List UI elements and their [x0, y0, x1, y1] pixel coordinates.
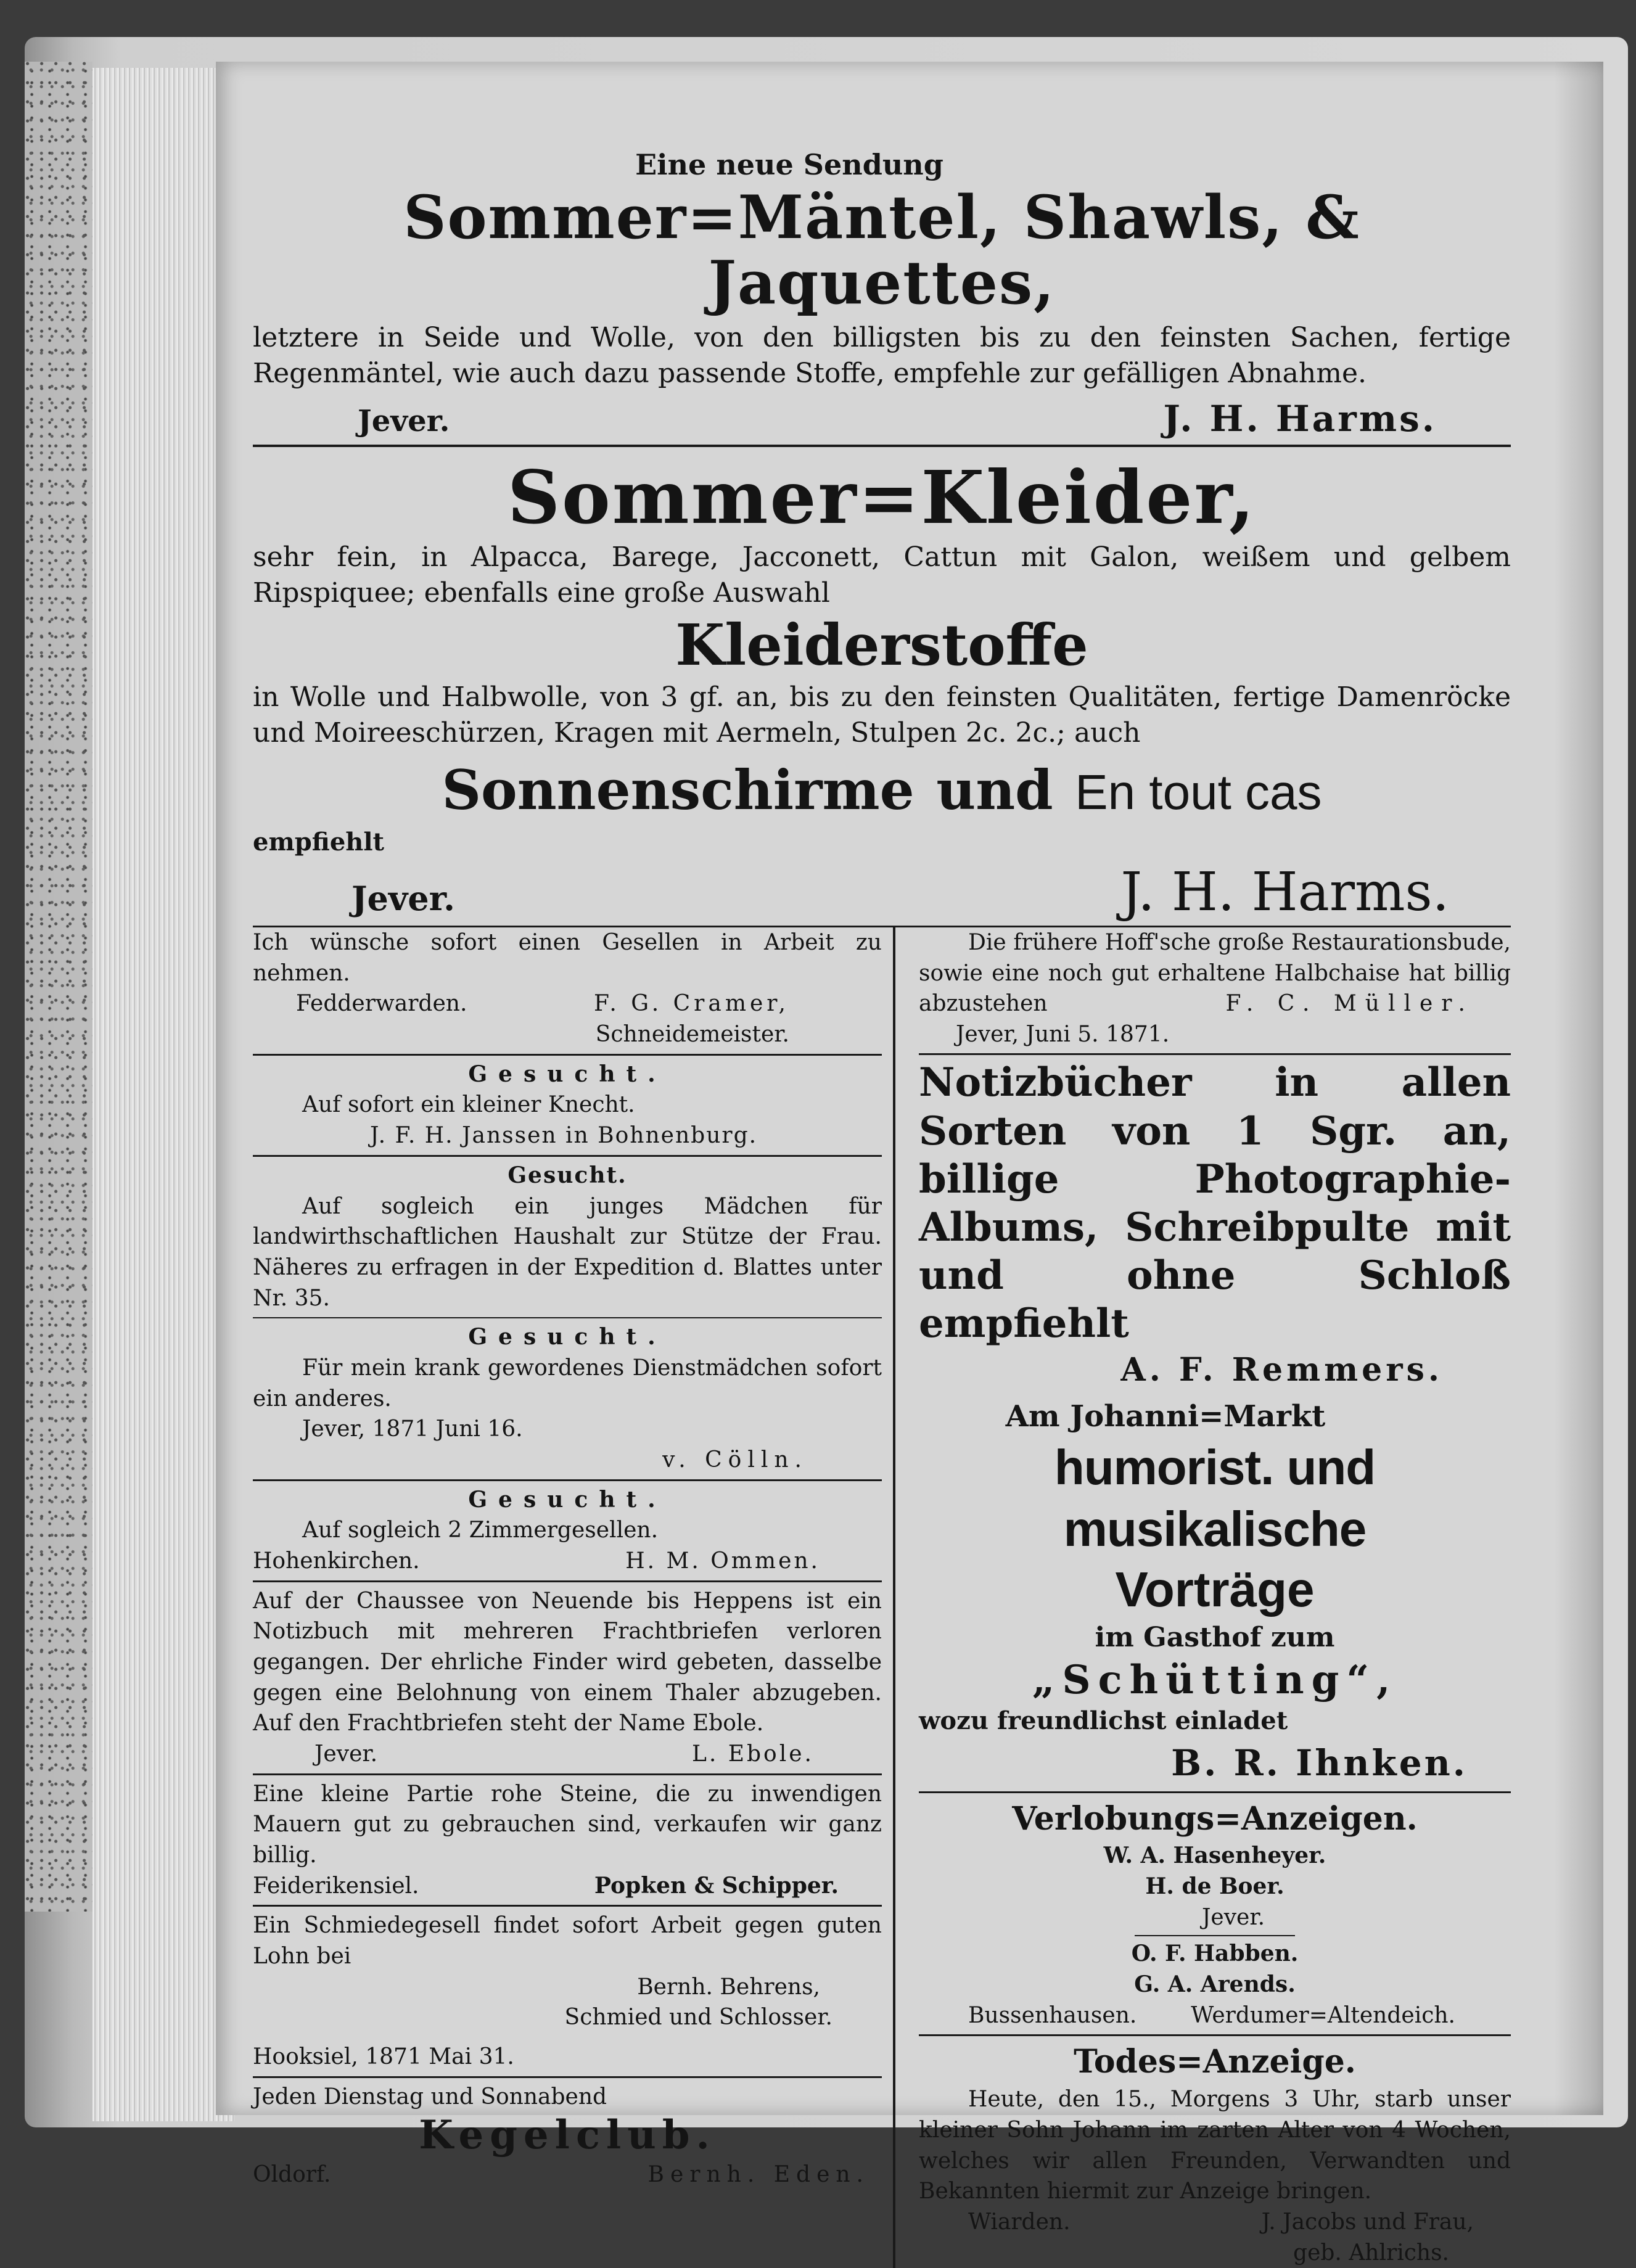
ad-place: Jever, 1871 Juni 16.: [302, 1416, 523, 1442]
ad-text: Eine kleine Partie rohe Steine, die zu inwendigen Mauern gut zu gebrauchen sind, verkaufen wir ganz billig.: [253, 1781, 882, 1868]
notice-place: Wiarden.: [968, 2209, 1071, 2235]
ad-signer-title: Schneidemeister.: [595, 1022, 789, 1048]
ad-mantel: [253, 148, 1511, 440]
ad-signer: H. M. Ommen.: [625, 1548, 820, 1574]
ad-signer: A. F. Remmers.: [1120, 1350, 1443, 1389]
notice-text: Heute, den 15., Morgens 3 Uhr, starb unser kleiner Sohn Johann im zarten Alter von 4 Wochen, welches wir allen Freunden, Verwandten und Bekannten hiermit zur Anzeige bringen.: [919, 2087, 1511, 2204]
ad-signer-title: Schmied und Schlosser.: [564, 2005, 832, 2031]
ad-intro: Eine neue Sendung: [635, 148, 943, 181]
event-host: B. R. Ihnken.: [1171, 1741, 1468, 1784]
ad-signer: J. F. H. Janssen in Bohnenburg.: [370, 1123, 758, 1149]
ad-text: Auf sogleich ein junges Mädchen für landwirthschaftlichen Haushalt zur Stütze der Frau. Näheres zu erfragen in der Expedition d. Blattes unter Nr. 35.: [253, 1193, 882, 1311]
engagement-notices: [919, 1797, 1511, 2031]
ad-text: Notizbücher in allen Sorten von 1 Sgr. an, billige Photographie-Albums, Schreibpulte mit und ohne Schloß empfiehlt: [919, 1059, 1511, 1347]
restaurant-ad: [919, 927, 1511, 1050]
ad-text: Ich wünsche sofort einen Gesellen in Arbeit zu nehmen.: [253, 930, 882, 986]
page-content: [253, 148, 1511, 2268]
classified-ad: [253, 1322, 882, 1475]
ad-signer: F. C. Müller.: [1225, 991, 1474, 1017]
classified-ad: [253, 1059, 882, 1151]
notice-heading: Verlobungs=Anzeigen.: [1012, 1799, 1418, 1838]
ad-text: Ein Schmiedegesell findet sofort Arbeit gegen guten Lohn bei: [253, 1913, 882, 1969]
ad-place: Jever.: [351, 879, 455, 919]
ad-place: Hohenkirchen.: [253, 1548, 420, 1574]
ad-heading: Gesucht.: [468, 1324, 667, 1350]
left-column: [253, 927, 895, 2268]
notice-name: W. A. Hasenheyer.: [1103, 1843, 1326, 1869]
notice-name: G. A. Arends.: [1134, 1971, 1296, 1998]
classified-ad: [253, 1779, 882, 1902]
ad-signer: L. Ebole.: [691, 1741, 814, 1767]
ad-seller: J. H. Harms.: [1120, 861, 1449, 924]
ad-line-3: En tout cas: [1075, 764, 1322, 820]
ad-place: Feiderikensiel.: [253, 1873, 419, 1899]
ad-text: Die frühere Hoff'sche große Restaurationsbude, sowie eine noch gut erhaltene Halbchaise hat billig abzustehen: [919, 930, 1511, 1017]
ad-place: Jever.: [358, 404, 450, 439]
classified-ad: [253, 1485, 882, 1577]
ad-heading: Kegelclub.: [419, 2112, 716, 2159]
event-invite: wozu freundlichst einladet: [919, 1706, 1288, 1736]
ad-subhead: Kleiderstoffe: [675, 612, 1088, 679]
notice-name: H. de Boer.: [1145, 1873, 1285, 1900]
two-column-section: [253, 927, 1511, 2268]
event-heading: Am Johanni=Markt: [1005, 1399, 1326, 1434]
ad-headline: Sommer=Kleider,: [507, 454, 1257, 541]
ad-heading: Gesucht.: [468, 1061, 667, 1087]
ad-text: Auf sogleich 2 Zimmergesellen.: [302, 1518, 659, 1543]
notice-signer: J. Jacobs und Frau,: [1261, 2209, 1474, 2235]
event-line: im Gasthof zum: [1095, 1621, 1335, 1653]
ad-text: Jeden Dienstag und Sonnabend: [253, 2084, 607, 2110]
ad-heading: Gesucht.: [508, 1162, 627, 1188]
ad-place: Fedderwarden.: [296, 991, 467, 1017]
classified-ad: [253, 2082, 882, 2190]
ad-kleider: [253, 456, 1511, 923]
divider: [253, 445, 1511, 447]
classified-ad: [253, 927, 882, 1050]
ad-body: sehr fein, in Alpacca, Barege, Jacconett, Cattun mit Galon, weißem und gelbem Ripspiquee; ebenfalls eine große Auswahl: [253, 541, 1511, 609]
event-subtitle: Vorträge: [1115, 1561, 1315, 1617]
ad-closing: empfiehlt: [253, 828, 385, 857]
ad-text: Auf sofort ein kleiner Knecht.: [302, 1092, 635, 1118]
death-notice: [919, 2040, 1511, 2268]
notice-place: Jever.: [1201, 1904, 1265, 1930]
ad-place: Oldorf.: [253, 2162, 331, 2188]
page-stack: [92, 68, 234, 2121]
notice-name: O. F. Habben.: [1131, 1941, 1299, 1967]
ad-signer: Bernh. Eden.: [647, 2162, 869, 2188]
notice-signer-2: geb. Ahlrichs.: [1293, 2240, 1449, 2266]
ad-text: Für mein krank gewordenes Dienstmädchen sofort ein anderes.: [253, 1355, 882, 1411]
ad-signer: v. Cölln.: [662, 1447, 808, 1473]
classified-ad: [253, 1910, 882, 2072]
event-title: humorist. und musikalische: [1054, 1439, 1376, 1556]
ad-body: letztere in Seide und Wolle, von den billigsten bis zu den feinsten Sachen, fertige Regenmäntel, wie auch dazu passende Stoffe, empfehle zur gefälligen Abnahme.: [253, 322, 1511, 390]
ad-seller: J. H. Harms.: [1163, 398, 1437, 440]
event-ad: [919, 1396, 1511, 1788]
ad-line-2: und: [936, 757, 1053, 822]
ad-heading: Gesucht.: [468, 1486, 667, 1513]
classified-ad: [253, 1161, 882, 1313]
ad-body-2: in Wolle und Halbwolle, von 3 gf. an, bis zu den feinsten Qualitäten, fertige Damenröcke und Moireeschürzen, Kragen mit Aermeln, Stulpen 2c. 2c.; auch: [253, 681, 1511, 749]
ad-place: Jever.: [314, 1741, 378, 1767]
ad-signer: Bernh. Behrens,: [637, 1974, 820, 2000]
right-column: [895, 927, 1511, 2268]
ad-date: Jever, Juni 5. 1871.: [956, 1021, 1170, 1047]
ad-headline: Sommer=Mäntel, Shawls, & Jaquettes,: [403, 183, 1360, 318]
notice-heading: Todes=Anzeige.: [1074, 2043, 1356, 2081]
ad-line-1: Sonnenschirme: [442, 757, 915, 822]
book-cover-edge: [25, 62, 92, 1912]
notebook-ad: [919, 1059, 1511, 1392]
ad-place: Hooksiel, 1871 Mai 31.: [253, 2044, 514, 2069]
ad-text: Auf der Chaussee von Neuende bis Heppens ist ein Notizbuch mit mehreren Frachtbriefen verloren gegangen. Der ehrliche Finder wird gebeten, dasselbe gegen eine Belohnung von einem Thaler abzugeben. Auf den Frachtbriefen steht der Name Ebole.: [253, 1588, 882, 1736]
notice-place: Werdumer=Altendeich.: [1191, 2002, 1455, 2028]
ad-signer: Popken & Schipper.: [594, 1872, 839, 1899]
event-venue: „Schütting“,: [1032, 1656, 1398, 1703]
classified-ad: [253, 1586, 882, 1770]
ad-signer: F. G. Cramer,: [594, 991, 789, 1017]
notice-place: Bussenhausen.: [968, 2002, 1137, 2028]
